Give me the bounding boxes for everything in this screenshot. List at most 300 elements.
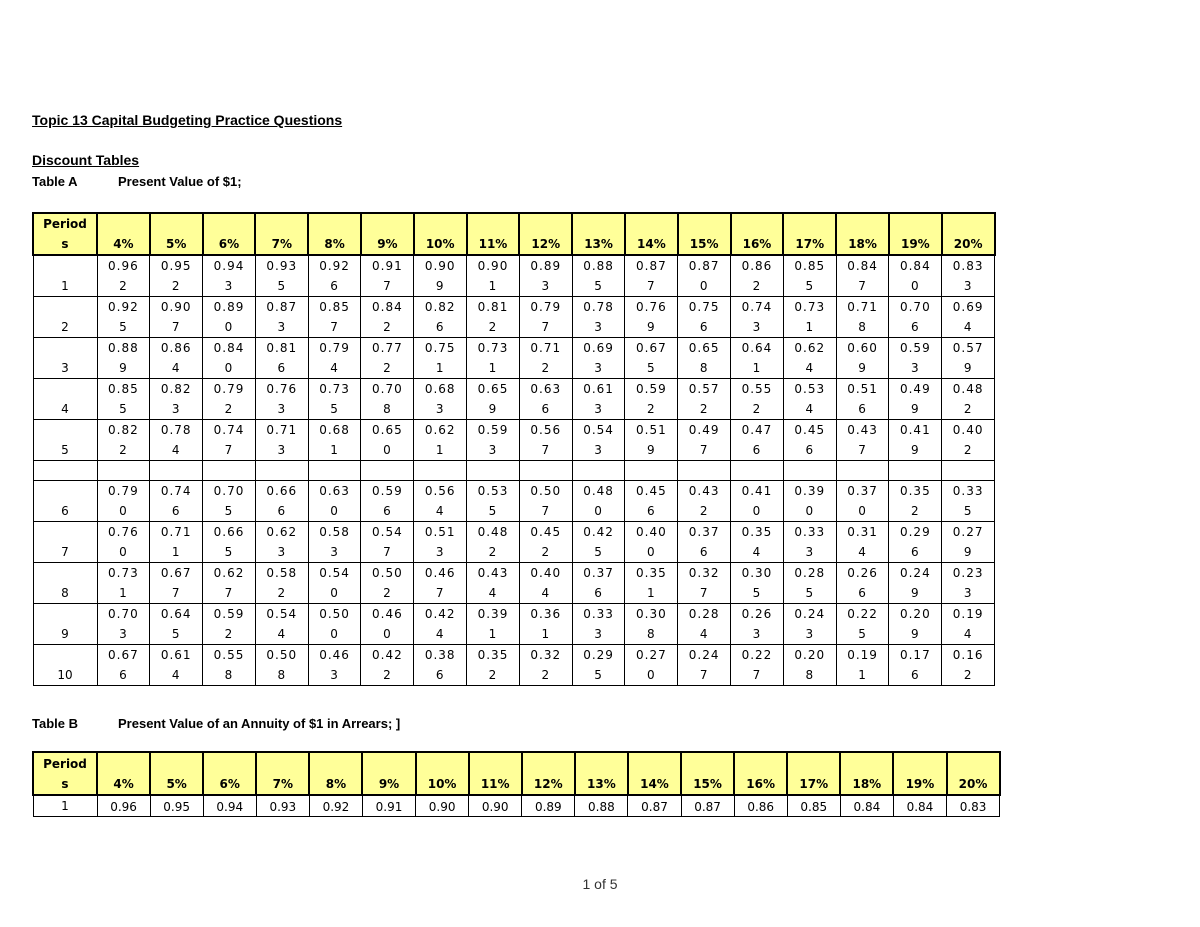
rate-header: 16% xyxy=(731,213,784,255)
period-cell: 5 xyxy=(33,420,97,461)
value-text: 0.659 xyxy=(477,382,509,416)
value-cell xyxy=(678,420,731,461)
value-cell xyxy=(361,420,414,461)
value-text: 0.456 xyxy=(636,484,667,518)
value-text: 0.534 xyxy=(794,382,826,416)
value-text: 0.943 xyxy=(213,259,245,293)
value-cell xyxy=(97,604,150,645)
value-text: 0.225 xyxy=(847,607,878,641)
value-cell xyxy=(150,379,203,420)
value-cell: 0.88 xyxy=(575,795,628,817)
value-text: 0.713 xyxy=(266,423,298,457)
period-cell xyxy=(33,461,97,481)
value-cell xyxy=(308,338,361,379)
value-cell xyxy=(836,461,889,481)
rate-header: 4% xyxy=(97,213,150,255)
value-cell xyxy=(678,645,731,686)
value-text: 0.706 xyxy=(899,300,931,334)
value-text: 0.823 xyxy=(160,382,192,416)
value-text: 0.763 xyxy=(266,382,298,416)
value-cell xyxy=(731,645,784,686)
value-cell xyxy=(467,461,520,481)
value-text: 0.564 xyxy=(424,484,456,518)
value-cell xyxy=(361,461,414,481)
value-text: 0.592 xyxy=(636,382,667,416)
value-text: 0.460 xyxy=(372,607,403,641)
value-cell xyxy=(361,604,414,645)
value-text: 0.847 xyxy=(847,259,878,293)
value-cell xyxy=(308,379,361,420)
value-text: 0.386 xyxy=(424,648,456,682)
value-text: 0.295 xyxy=(583,648,614,682)
value-text: 0.376 xyxy=(688,525,720,559)
value-text: 0.935 xyxy=(266,259,298,293)
value-text: 0.855 xyxy=(794,259,826,293)
value-cell xyxy=(519,645,572,686)
value-text: 0.361 xyxy=(530,607,562,641)
value-cell xyxy=(467,563,520,604)
period-cell: 9 xyxy=(33,604,97,645)
value-cell: 0.95 xyxy=(150,795,203,817)
value-cell: 0.84 xyxy=(840,795,893,817)
value-cell xyxy=(97,461,150,481)
value-cell xyxy=(467,522,520,563)
value-cell: 0.84 xyxy=(893,795,946,817)
value-cell xyxy=(625,255,678,297)
period-cell: 4 xyxy=(33,379,97,420)
period-cell: 1 xyxy=(33,255,97,297)
value-cell xyxy=(255,604,308,645)
value-text: 0.658 xyxy=(688,341,720,375)
value-cell xyxy=(519,481,572,522)
rate-header: 14% xyxy=(628,752,681,795)
value-cell xyxy=(519,338,572,379)
value-cell xyxy=(572,379,625,420)
period-header xyxy=(33,213,97,255)
value-cell xyxy=(625,481,678,522)
value-cell xyxy=(942,379,995,420)
value-cell xyxy=(942,297,995,338)
rate-header: 11% xyxy=(467,213,520,255)
value-cell xyxy=(361,481,414,522)
table-b xyxy=(32,751,1001,817)
value-text: 0.890 xyxy=(213,300,245,334)
rate-header: 12% xyxy=(519,213,572,255)
value-text: 0.547 xyxy=(372,525,403,559)
value-cell xyxy=(361,522,414,563)
table-row xyxy=(33,522,995,563)
value-text: 0.476 xyxy=(741,423,773,457)
value-text: 0.370 xyxy=(847,484,878,518)
value-text: 0.390 xyxy=(794,484,826,518)
value-text: 0.693 xyxy=(583,341,614,375)
value-text: 0.333 xyxy=(583,607,614,641)
value-cell xyxy=(203,563,256,604)
value-cell xyxy=(519,522,572,563)
value-cell xyxy=(836,379,889,420)
value-cell xyxy=(97,522,150,563)
value-cell: 0.91 xyxy=(362,795,415,817)
value-text: 0.567 xyxy=(530,423,562,457)
value-cell xyxy=(889,461,942,481)
value-cell xyxy=(942,522,995,563)
table-a-label xyxy=(32,174,242,189)
value-cell xyxy=(414,563,467,604)
value-text: 0.540 xyxy=(319,566,350,600)
value-cell xyxy=(255,461,308,481)
value-text: 0.870 xyxy=(688,259,720,293)
table-a-caption: Present Value of $1; xyxy=(118,174,242,189)
value-cell xyxy=(97,255,150,297)
value-text: 0.543 xyxy=(583,423,614,457)
value-cell xyxy=(678,563,731,604)
value-cell xyxy=(889,563,942,604)
value-cell xyxy=(731,522,784,563)
value-text: 0.463 xyxy=(319,648,350,682)
value-text: 0.593 xyxy=(477,423,509,457)
value-cell xyxy=(889,522,942,563)
value-cell xyxy=(467,604,520,645)
page-number: 1 of 5 xyxy=(582,876,618,892)
rate-header: 15% xyxy=(681,752,734,795)
value-text: 0.497 xyxy=(688,423,720,457)
value-cell xyxy=(836,297,889,338)
table-row xyxy=(33,481,995,522)
value-text: 0.266 xyxy=(847,566,878,600)
value-text: 0.747 xyxy=(213,423,245,457)
value-cell xyxy=(889,645,942,686)
value-cell xyxy=(150,563,203,604)
value-text: 0.760 xyxy=(108,525,139,559)
value-text: 0.391 xyxy=(477,607,509,641)
period-header-line: s xyxy=(61,777,69,791)
value-cell xyxy=(203,338,256,379)
value-cell xyxy=(308,522,361,563)
value-text: 0.712 xyxy=(530,341,562,375)
rate-header: 11% xyxy=(469,752,522,795)
value-text: 0.877 xyxy=(636,259,667,293)
rate-header: 10% xyxy=(416,752,469,795)
value-cell xyxy=(255,481,308,522)
rate-header: 6% xyxy=(203,213,256,255)
value-cell: 0.87 xyxy=(628,795,681,817)
table-row xyxy=(33,255,995,297)
value-cell: 0.90 xyxy=(469,795,522,817)
value-text: 0.636 xyxy=(530,382,562,416)
value-text: 0.751 xyxy=(424,341,456,375)
value-text: 0.480 xyxy=(583,484,614,518)
value-text: 0.645 xyxy=(160,607,192,641)
value-text: 0.889 xyxy=(108,341,139,375)
table-row xyxy=(33,338,995,379)
value-text: 0.308 xyxy=(636,607,667,641)
value-text: 0.784 xyxy=(160,423,192,457)
value-cell xyxy=(150,338,203,379)
value-cell xyxy=(361,255,414,297)
value-cell xyxy=(97,379,150,420)
value-text: 0.792 xyxy=(213,382,245,416)
value-cell xyxy=(150,481,203,522)
value-cell xyxy=(783,297,836,338)
value-cell xyxy=(572,645,625,686)
value-text: 0.400 xyxy=(636,525,667,559)
value-text: 0.285 xyxy=(794,566,826,600)
value-text: 0.917 xyxy=(372,259,403,293)
value-text: 0.621 xyxy=(424,423,456,457)
value-text: 0.694 xyxy=(952,300,984,334)
period-cell: 7 xyxy=(33,522,97,563)
value-cell xyxy=(783,522,836,563)
value-cell xyxy=(836,563,889,604)
value-text: 0.812 xyxy=(477,300,509,334)
period-cell: 2 xyxy=(33,297,97,338)
value-text: 0.579 xyxy=(952,341,984,375)
value-text: 0.855 xyxy=(108,382,139,416)
rate-header: 19% xyxy=(893,752,946,795)
value-cell xyxy=(783,379,836,420)
value-text: 0.519 xyxy=(636,423,667,457)
value-cell xyxy=(203,255,256,297)
value-cell: 0.86 xyxy=(734,795,787,817)
value-cell xyxy=(414,420,467,461)
table-row xyxy=(33,795,1000,817)
value-cell xyxy=(414,297,467,338)
value-text: 0.596 xyxy=(372,484,403,518)
value-cell xyxy=(625,645,678,686)
value-cell xyxy=(361,563,414,604)
value-cell xyxy=(97,645,150,686)
rate-header: 19% xyxy=(889,213,942,255)
value-cell xyxy=(255,420,308,461)
rate-header: 13% xyxy=(572,213,625,255)
value-cell xyxy=(255,297,308,338)
value-cell xyxy=(731,297,784,338)
value-text: 0.284 xyxy=(688,607,720,641)
value-cell xyxy=(467,255,520,297)
table-b-name: Table B xyxy=(32,716,78,731)
value-cell xyxy=(783,604,836,645)
value-text: 0.665 xyxy=(213,525,245,559)
value-text: 0.424 xyxy=(424,607,456,641)
value-cell xyxy=(572,420,625,461)
value-text: 0.243 xyxy=(794,607,826,641)
period-cell: 3 xyxy=(33,338,97,379)
value-cell xyxy=(625,338,678,379)
value-cell xyxy=(572,522,625,563)
value-text: 0.731 xyxy=(477,341,509,375)
value-text: 0.703 xyxy=(108,607,139,641)
value-cell xyxy=(255,379,308,420)
value-text: 0.583 xyxy=(319,525,350,559)
value-cell xyxy=(255,563,308,604)
value-cell xyxy=(731,255,784,297)
value-text: 0.467 xyxy=(424,566,456,600)
value-text: 0.676 xyxy=(108,648,139,682)
value-text: 0.227 xyxy=(741,648,773,682)
value-text: 0.552 xyxy=(741,382,773,416)
value-text: 0.711 xyxy=(160,525,192,559)
value-text: 0.962 xyxy=(108,259,139,293)
value-text: 0.410 xyxy=(741,484,773,518)
value-text: 0.432 xyxy=(688,484,720,518)
table-a xyxy=(32,212,996,686)
value-cell xyxy=(150,604,203,645)
value-text: 0.191 xyxy=(847,648,878,682)
value-text: 0.270 xyxy=(636,648,667,682)
value-cell xyxy=(414,379,467,420)
value-text: 0.609 xyxy=(847,341,878,375)
value-cell xyxy=(308,604,361,645)
table-row xyxy=(33,379,995,420)
value-cell xyxy=(942,461,995,481)
value-cell xyxy=(889,481,942,522)
value-cell xyxy=(731,338,784,379)
value-cell xyxy=(203,297,256,338)
rate-header: 17% xyxy=(787,752,840,795)
value-cell xyxy=(572,461,625,481)
value-text: 0.194 xyxy=(952,607,984,641)
value-text: 0.452 xyxy=(530,525,562,559)
table-row xyxy=(33,604,995,645)
value-cell xyxy=(783,255,836,297)
value-text: 0.873 xyxy=(266,300,298,334)
value-text: 0.769 xyxy=(636,300,667,334)
value-text: 0.840 xyxy=(899,259,931,293)
value-cell xyxy=(783,461,836,481)
value-cell xyxy=(942,338,995,379)
value-text: 0.862 xyxy=(741,259,773,293)
table-b-caption: Present Value of an Annuity of $1 in Arrears; ] xyxy=(118,716,401,731)
rate-header: 8% xyxy=(308,213,361,255)
value-cell xyxy=(783,481,836,522)
value-cell xyxy=(625,563,678,604)
value-cell xyxy=(889,379,942,420)
value-cell xyxy=(467,481,520,522)
value-text: 0.614 xyxy=(160,648,192,682)
table-a-name: Table A xyxy=(32,174,78,189)
value-text: 0.419 xyxy=(899,423,931,457)
table-row xyxy=(33,645,995,686)
value-text: 0.544 xyxy=(266,607,298,641)
value-text: 0.952 xyxy=(160,259,192,293)
value-text: 0.456 xyxy=(794,423,826,457)
value-text: 0.572 xyxy=(688,382,720,416)
value-cell xyxy=(150,297,203,338)
value-cell xyxy=(203,604,256,645)
value-cell xyxy=(361,379,414,420)
value-cell xyxy=(519,604,572,645)
value-text: 0.425 xyxy=(583,525,614,559)
value-text: 0.746 xyxy=(160,484,192,518)
value-cell xyxy=(308,461,361,481)
value-text: 0.907 xyxy=(160,300,192,334)
value-cell xyxy=(203,645,256,686)
value-cell xyxy=(97,481,150,522)
value-text: 0.263 xyxy=(741,607,773,641)
value-cell xyxy=(97,563,150,604)
value-cell xyxy=(942,481,995,522)
value-text: 0.790 xyxy=(108,484,139,518)
value-cell: 0.83 xyxy=(947,795,1000,817)
value-text: 0.247 xyxy=(688,648,720,682)
value-cell xyxy=(942,645,995,686)
value-cell xyxy=(625,522,678,563)
value-text: 0.826 xyxy=(424,300,456,334)
value-text: 0.864 xyxy=(160,341,192,375)
value-cell xyxy=(731,563,784,604)
rate-header: 18% xyxy=(840,752,893,795)
value-cell xyxy=(467,338,520,379)
rate-header: 4% xyxy=(97,752,150,795)
value-text: 0.296 xyxy=(899,525,931,559)
value-text: 0.176 xyxy=(899,648,931,682)
value-text: 0.335 xyxy=(952,484,984,518)
value-text: 0.582 xyxy=(266,566,298,600)
value-cell xyxy=(889,338,942,379)
value-cell xyxy=(255,645,308,686)
value-text: 0.404 xyxy=(530,566,562,600)
value-text: 0.535 xyxy=(477,484,509,518)
period-cell: 1 xyxy=(33,795,97,817)
value-cell xyxy=(783,420,836,461)
value-cell xyxy=(731,604,784,645)
value-cell xyxy=(519,563,572,604)
value-cell xyxy=(889,420,942,461)
value-cell: 0.94 xyxy=(203,795,256,817)
rate-header: 7% xyxy=(255,213,308,255)
value-text: 0.305 xyxy=(741,566,773,600)
rate-header: 20% xyxy=(942,213,995,255)
value-cell xyxy=(308,645,361,686)
table-b-label xyxy=(32,716,400,731)
value-cell xyxy=(467,297,520,338)
value-text: 0.705 xyxy=(213,484,245,518)
value-text: 0.624 xyxy=(794,341,826,375)
value-cell xyxy=(308,297,361,338)
value-cell: 0.87 xyxy=(681,795,734,817)
value-cell xyxy=(783,338,836,379)
value-text: 0.422 xyxy=(372,648,403,682)
value-text: 0.322 xyxy=(530,648,562,682)
table-row xyxy=(33,563,995,604)
value-cell xyxy=(255,255,308,297)
value-cell: 0.96 xyxy=(97,795,150,817)
value-cell xyxy=(308,420,361,461)
period-cell: 6 xyxy=(33,481,97,522)
value-cell xyxy=(519,255,572,297)
value-text: 0.756 xyxy=(688,300,720,334)
value-cell: 0.89 xyxy=(522,795,575,817)
value-cell: 0.85 xyxy=(787,795,840,817)
value-text: 0.677 xyxy=(160,566,192,600)
value-text: 0.630 xyxy=(319,484,350,518)
value-text: 0.901 xyxy=(477,259,509,293)
section-title: Discount Tables xyxy=(32,152,140,168)
value-cell xyxy=(361,338,414,379)
period-header-line: Period xyxy=(43,757,87,771)
value-text: 0.354 xyxy=(741,525,773,559)
value-text: 0.507 xyxy=(530,484,562,518)
value-cell xyxy=(836,481,889,522)
value-cell xyxy=(97,338,150,379)
value-cell xyxy=(467,379,520,420)
value-text: 0.885 xyxy=(583,259,614,293)
value-cell xyxy=(414,481,467,522)
value-cell xyxy=(467,420,520,461)
value-text: 0.502 xyxy=(372,566,403,600)
value-text: 0.327 xyxy=(688,566,720,600)
rate-header: 9% xyxy=(362,752,415,795)
